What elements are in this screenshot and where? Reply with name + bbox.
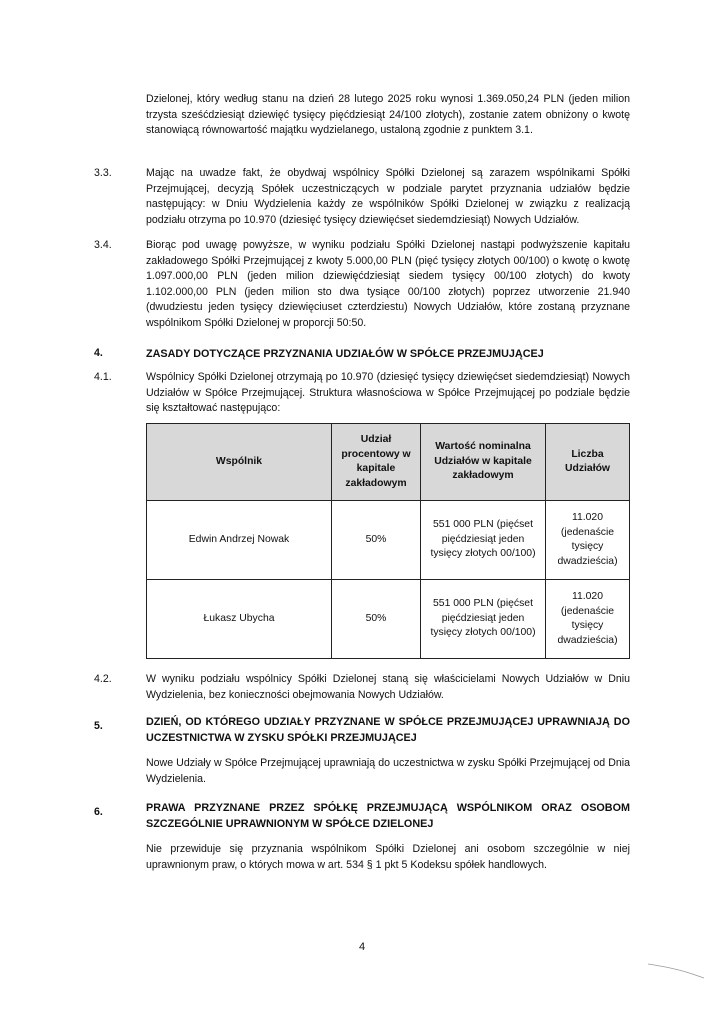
intro-paragraph: Dzielonej, który według stanu na dzień 28 lutego 2025 roku wynosi 1.369.050,24 PLN (jeden milion trzysta sześćdziesiąt dziewięć tysięcy pięćdziesiąt 24/100 złotych), zostanie zatem obniżony o kwotę stanowiącą równowartość majątku wydzielanego, ustaloną zgodnie z punktem 3.1. [146, 93, 630, 137]
nominal-value: 551 000 PLN (pięćset pięćdziesiąt jeden tysięcy złotych 00/100) [421, 580, 546, 659]
section-number: 5. [94, 720, 103, 732]
section-number: 4.1. [94, 371, 112, 383]
section-4-1-text: Wspólnicy Spółki Dzielonej otrzymają po 10.970 (dziesięć tysięcy dziewięćset siedemdziesiąt) Nowych Udziałów w Spółce Przejmującej. Struktura własnościowa w Spółce Przejmującej po podziale będzie się kształtować następująco: [146, 371, 630, 415]
shareholders-table [146, 423, 630, 659]
table-row [147, 501, 630, 580]
share-count: 11.020 (jedenaście tysięcy dwadzieścia) [546, 501, 630, 580]
table-header-row [147, 424, 630, 501]
section-number: 6. [94, 806, 103, 818]
section-3-4-text: Biorąc pod uwagę powyższe, w wyniku podziału Spółki Dzielonej nastąpi podwyższenie kapitału zakładowego Spółki Przejmującej z kwoty 5.000,00 PLN (pięć tysięcy złotych 00/100) o kwotę o kwotę 1.097.000,00 PLN (jeden milion dziewięćdziesiąt siedem tysięcy 00/100 złotych) do kwoty 1.102.000,00 PLN (jeden milion sto dwa tysiące 00/100 złotych) poprzez utworzenie 21.940 (dwudziestu jeden tysięcy dziewięciuset czterdziestu) Nowych Udziałów, które zostaną przyznane wspólnikom Spółki Dzielonej w proporcji 50:50. [146, 239, 630, 329]
table-header-cell: Liczba Udziałów [546, 424, 630, 501]
share-percent: 50% [332, 580, 421, 659]
table-header-cell: Udział procentowy w kapitale zakładowym [332, 424, 421, 501]
section-6-heading: PRAWA PRZYZNANE PRZEZ SPÓŁKĘ PRZEJMUJĄCĄ WSPÓLNIKOM ORAZ OSOBOM SZCZEGÓLNIE UPRAWNIONYM W SPÓŁCE DZIELONEJ [146, 802, 630, 830]
share-count: 11.020 (jedenaście tysięcy dwadzieścia) [546, 580, 630, 659]
section-4-2-text: W wyniku podziału wspólnicy Spółki Dzielonej staną się właścicielami Nowych Udziałów w Dniu Wydzielenia, bez konieczności obejmowania Nowych Udziałów. [146, 673, 630, 701]
section-3-3-text: Mając na uwadze fakt, że obydwaj wspólnicy Spółki Dzielonej są zarazem wspólnikami Spółki Przejmującej, decyzją Spółek uczestniczących w podziale parytet przyznania udziałów będzie następujący: w Dniu Wydzielenia każdy ze wspólników Spółki Dzielonej w związku z realizacją podziału otrzyma po 10.970 (dziesięć tysięcy dziewięćset siedemdziesiąt) Nowych Udziałów. [146, 167, 630, 226]
section-number: 3.4. [94, 239, 112, 251]
table-row [147, 580, 630, 659]
section-number: 3.3. [94, 167, 112, 179]
table-header-cell: Wartość nominalna Udziałów w kapitale zakładowym [421, 424, 546, 501]
nominal-value: 551 000 PLN (pięćset pięćdziesiąt jeden tysięcy złotych 00/100) [421, 501, 546, 580]
section-number: 4.2. [94, 673, 112, 685]
section-4-heading: ZASADY DOTYCZĄCE PRZYZNANIA UDZIAŁÓW W SPÓŁCE PRZEJMUJĄCEJ [146, 348, 544, 360]
section-number: 4. [94, 347, 103, 359]
table-header-cell: Wspólnik [147, 424, 332, 501]
share-percent: 50% [332, 501, 421, 580]
shareholder-name: Łukasz Ubycha [147, 580, 332, 659]
section-5-heading: DZIEŃ, OD KTÓREGO UDZIAŁY PRZYZNANE W SPÓŁCE PRZEJMUJĄCEJ UPRAWNIAJĄ DO UCZESTNICTWA W ZYSKU SPÓŁKI PRZEJMUJĄCEJ [146, 716, 630, 744]
shareholder-name: Edwin Andrzej Nowak [147, 501, 332, 580]
section-5-text: Nowe Udziały w Spółce Przejmującej uprawniają do uczestnictwa w zysku Spółki Przejmującej od Dnia Wydzielenia. [146, 757, 630, 785]
page-number: 4 [358, 941, 366, 953]
section-6-text: Nie przewiduje się przyznania wspólnikom Spółki Dzielonej ani osobom szczególnie w niej uprawnionym praw, o których mowa w art. 534 § 1 pkt 5 Kodeksu spółek handlowych. [146, 843, 630, 871]
pen-mark-icon [646, 960, 706, 980]
